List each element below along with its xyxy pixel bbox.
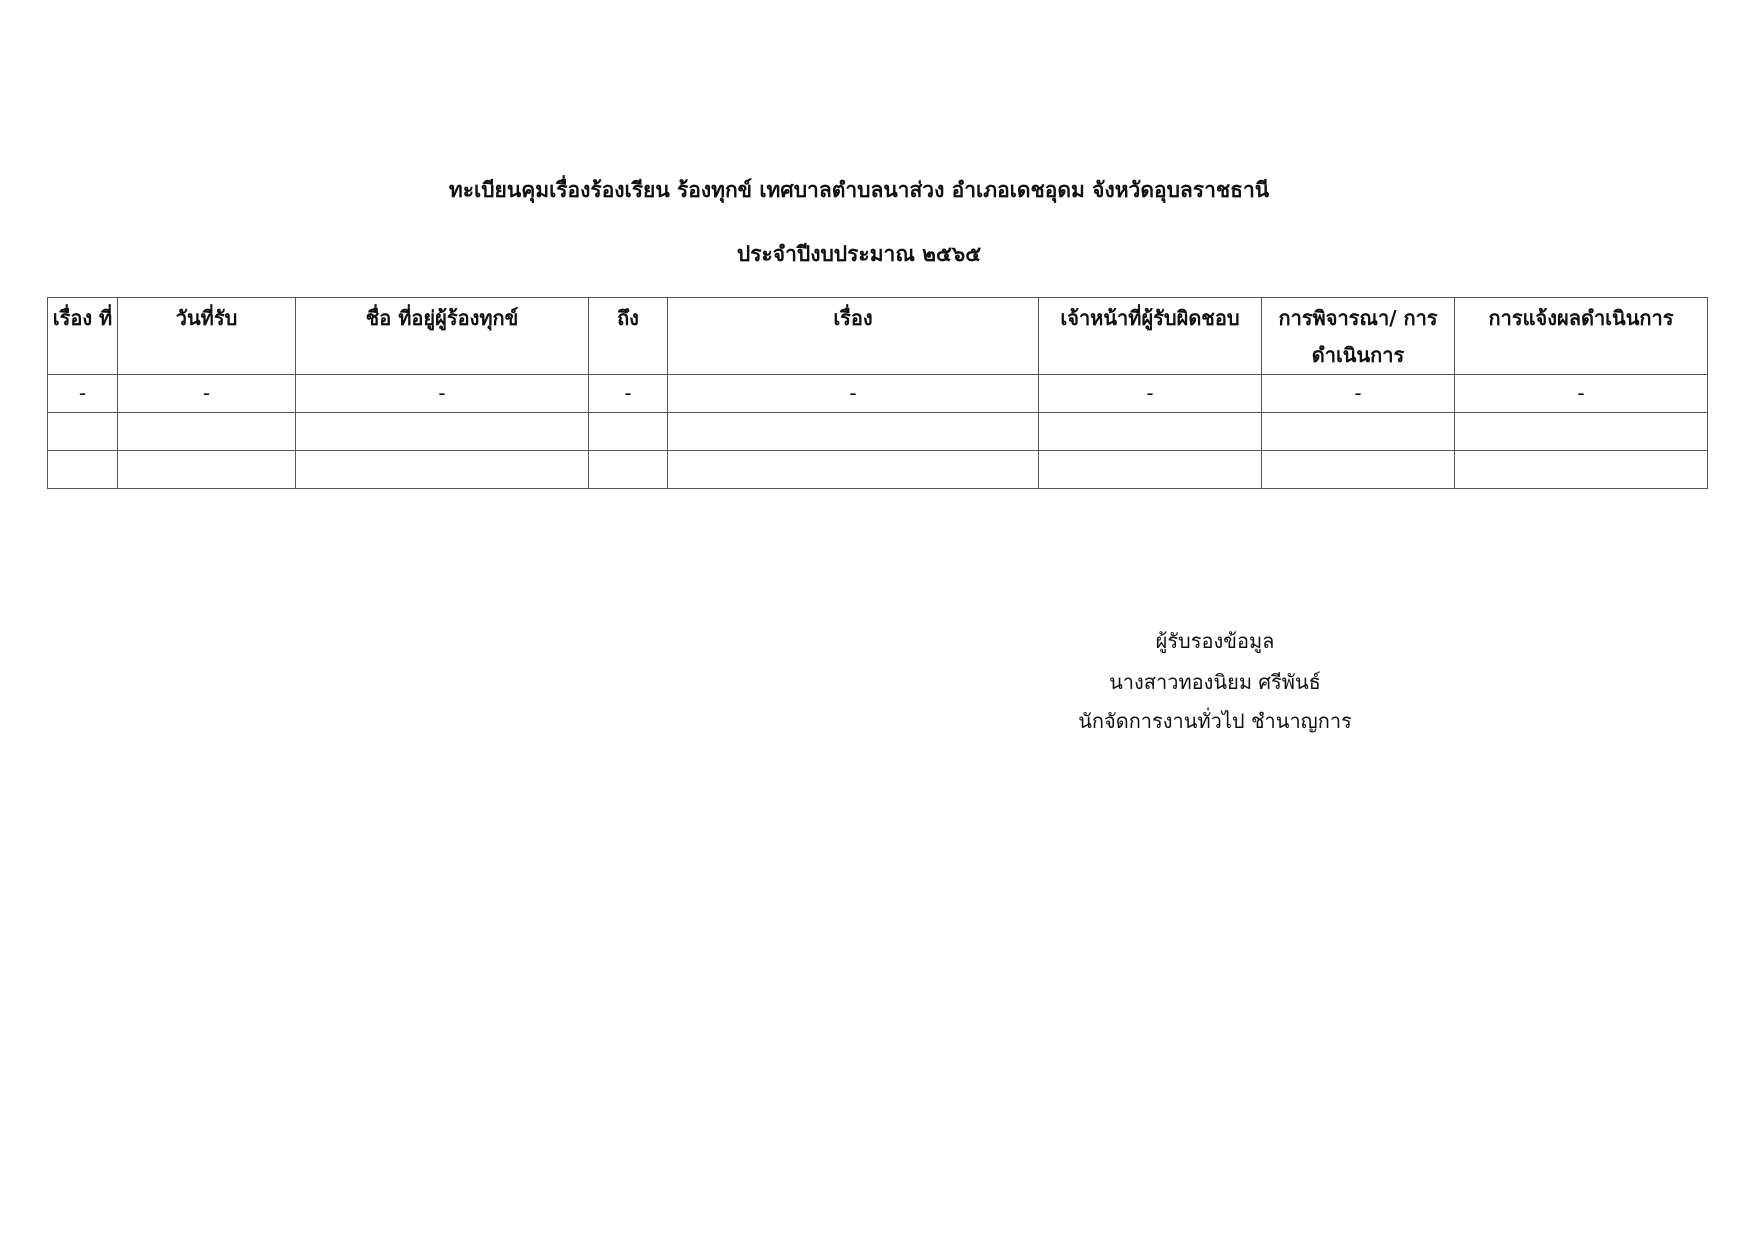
header-subject: เรื่อง	[668, 298, 1039, 375]
signature-caption: ผู้รับรองข้อมูล	[1155, 629, 1275, 653]
table-cell: -	[668, 375, 1039, 413]
header-result-notification: การแจ้งผลดำเนินการ	[1455, 298, 1708, 375]
table-cell	[589, 413, 668, 451]
table-cell	[296, 413, 589, 451]
table-cell	[118, 451, 296, 489]
header-consideration-action: การพิจารณา/ การดำเนินการ	[1262, 298, 1455, 375]
table-cell	[48, 413, 118, 451]
table-cell	[668, 413, 1039, 451]
table-row	[48, 413, 1708, 451]
table-row	[48, 375, 1708, 413]
table-cell	[48, 451, 118, 489]
table-cell	[589, 451, 668, 489]
header-case-number: เรื่อง ที่	[48, 298, 118, 375]
signatory-position: นักจัดการงานทั่วไป ชำนาญการ	[1078, 709, 1352, 733]
header-complainant-name-address: ชื่อ ที่อยู่ผู้ร้องทุกข์	[296, 298, 589, 375]
table-row	[48, 451, 1708, 489]
header-addressed-to: ถึง	[589, 298, 668, 375]
table-cell: -	[48, 375, 118, 413]
table-cell	[1262, 451, 1455, 489]
header-responsible-officer: เจ้าหน้าที่ผู้รับผิดชอบ	[1039, 298, 1262, 375]
table-cell	[1262, 413, 1455, 451]
document-subtitle: ประจำปีงบประมาณ ๒๕๖๕	[736, 242, 982, 266]
header-received-date: วันที่รับ	[118, 298, 296, 375]
table-cell: -	[1455, 375, 1708, 413]
table-cell	[668, 451, 1039, 489]
table-cell	[296, 451, 589, 489]
table-header-row	[48, 298, 1708, 375]
complaint-register-table	[47, 297, 1708, 489]
table-cell	[1039, 413, 1262, 451]
document-title: ทะเบียนคุมเรื่องร้องเรียน ร้องทุกข์ เทศบาลตำบลนาส่วง อำเภอเดชอุดม จังหวัดอุบลราชธานี	[448, 178, 1270, 202]
table-cell: -	[1262, 375, 1455, 413]
table-cell: -	[296, 375, 589, 413]
table-cell: -	[589, 375, 668, 413]
table-cell: -	[1039, 375, 1262, 413]
table-cell	[1455, 451, 1708, 489]
table-cell	[1039, 451, 1262, 489]
table-cell: -	[118, 375, 296, 413]
table-cell	[1455, 413, 1708, 451]
table-cell	[118, 413, 296, 451]
signatory-name: นางสาวทองนิยม ศรีพันธ์	[1109, 670, 1321, 694]
